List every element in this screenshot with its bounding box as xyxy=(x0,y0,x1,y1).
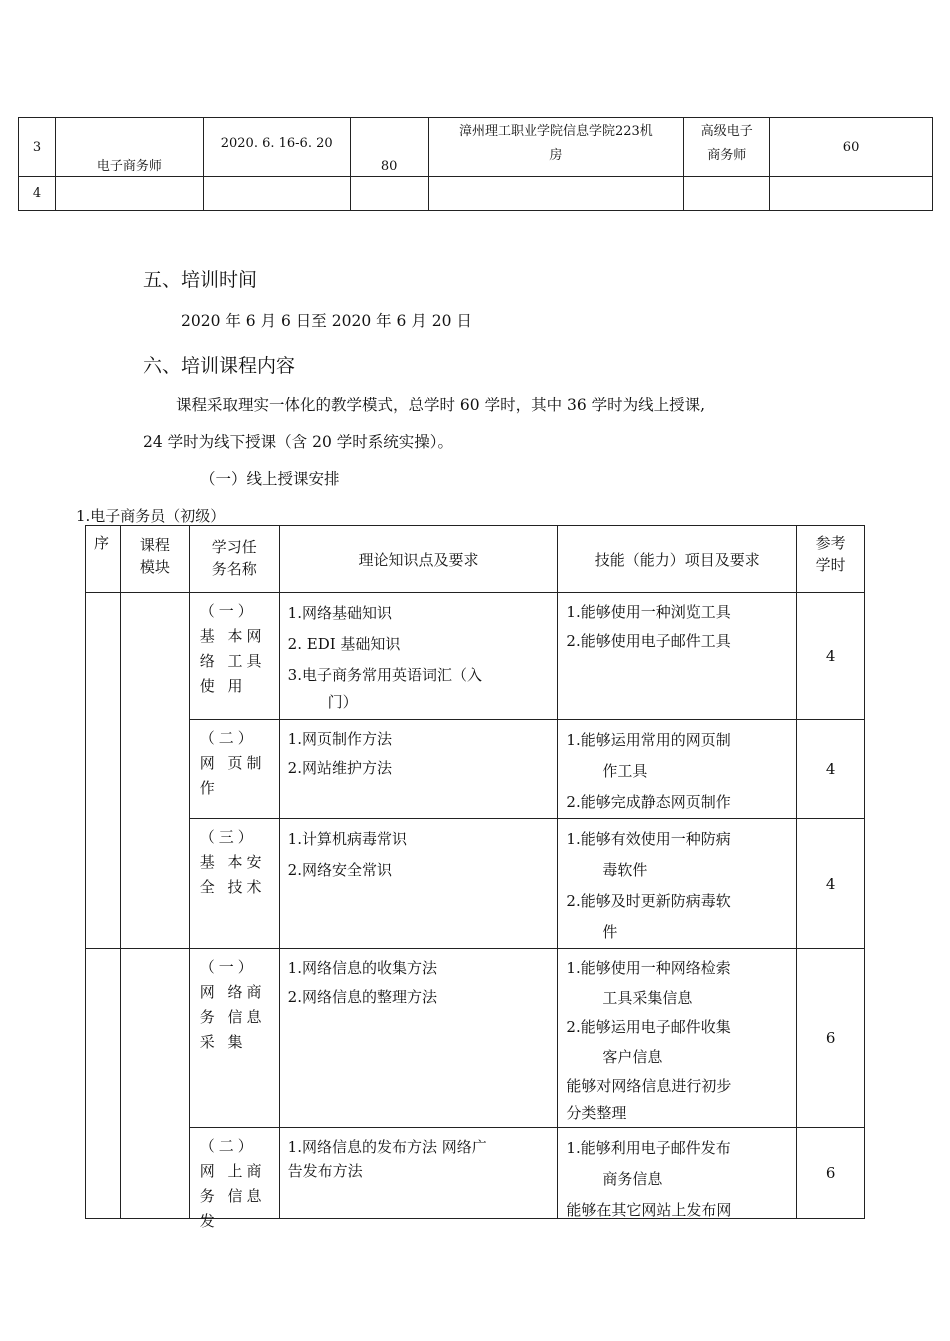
header-line: 学习任 xyxy=(211,538,257,556)
theory-cell xyxy=(279,949,558,1128)
skill-clip xyxy=(566,1133,788,1217)
task-name-line: 务 信息 xyxy=(199,1187,266,1205)
training-schedule-table xyxy=(18,117,933,211)
curriculum-table xyxy=(85,525,865,1230)
header-line: 课程 xyxy=(139,536,170,554)
place-line: 漳州理工职业学院信息学院223机 xyxy=(458,124,653,139)
header-module xyxy=(120,526,189,593)
theory-cell xyxy=(279,1128,558,1219)
skill-item: 能够对网络信息进行初步 xyxy=(566,1077,732,1095)
theory-item: 1.计算机病毒常识 xyxy=(287,830,407,848)
task-name-line: 作 xyxy=(199,779,219,797)
task-name-cell xyxy=(189,1128,279,1230)
skill-item: 商务信息 xyxy=(602,1170,663,1188)
hours-cell: 4 xyxy=(797,819,865,949)
skill-cell xyxy=(558,720,797,819)
seq-cell xyxy=(86,593,121,949)
training-date xyxy=(203,177,350,211)
training-hours xyxy=(770,177,933,211)
training-period-text: 2020 年 6 月 6 日至 2020 年 6 月 20 日 xyxy=(181,312,472,330)
hours-cell: 4 xyxy=(797,720,865,819)
table-row xyxy=(19,177,933,211)
row-number: 3 xyxy=(19,118,56,177)
table-row xyxy=(19,118,933,177)
training-level xyxy=(684,118,770,177)
skill-item: 1.能够利用电子邮件发布 xyxy=(566,1139,731,1157)
level-line: 高级电子 xyxy=(700,124,753,139)
skill-item: 件 xyxy=(602,923,618,941)
theory-cell xyxy=(279,819,558,949)
training-place xyxy=(428,118,684,177)
task-name-line: 发 xyxy=(199,1212,219,1230)
place-line: 房 xyxy=(549,148,563,163)
theory-item: 3.电子商务常用英语词汇（入 xyxy=(287,666,482,684)
header-line: 学时 xyxy=(815,556,846,574)
header-line: 务名称 xyxy=(211,560,257,578)
training-hours: 60 xyxy=(770,118,933,177)
table-row xyxy=(86,720,865,819)
module-cell xyxy=(120,593,189,949)
header-skill: 技能（能力）项目及要求 xyxy=(558,526,797,593)
task-name-line: 基 本安 xyxy=(199,853,266,871)
task-name-cell xyxy=(189,720,279,819)
task-name-line: 网 上商 xyxy=(199,1162,266,1180)
row-number: 4 xyxy=(19,177,56,211)
skill-item: 工具采集信息 xyxy=(602,988,693,1007)
training-place xyxy=(428,177,684,211)
header-line: 参考 xyxy=(815,534,846,552)
task-name-clip xyxy=(199,1134,271,1230)
task-name-line: 网 页制 xyxy=(199,754,266,772)
table-row xyxy=(86,593,865,720)
header-hours xyxy=(797,526,865,593)
theory-cell xyxy=(279,593,558,720)
skill-item: 能够在其它网站上发布网 xyxy=(566,1201,732,1219)
course-name: 电子商务师 xyxy=(55,118,203,177)
task-name-line: （一） xyxy=(199,602,257,620)
skill-cell xyxy=(558,593,797,720)
training-level xyxy=(684,177,770,211)
header-task-name xyxy=(189,526,279,593)
table-row xyxy=(86,1128,865,1219)
course-intro-line: 课程采取理实一体化的教学模式，总学时 60 学时，其中 36 学时为线上授课, xyxy=(176,396,706,414)
hours-cell: 6 xyxy=(797,949,865,1128)
seq-cell xyxy=(86,949,121,1219)
task-name-line: 使 用 xyxy=(199,677,247,695)
skill-item: 作工具 xyxy=(602,762,648,780)
skill-item: 1.能够有效使用一种防病 xyxy=(566,830,731,848)
task-name-line: （二） xyxy=(199,729,257,747)
training-date: 2020. 6. 16-6. 20 xyxy=(203,118,350,177)
section-heading-training-time: 五、培训时间 xyxy=(143,269,258,291)
theory-item: 1.网络信息的发布方法 网络广 xyxy=(287,1138,487,1156)
task-name-line: 基 本网 xyxy=(199,627,266,645)
theory-item: 1.网络信息的收集方法 xyxy=(287,959,437,977)
header-line: 模块 xyxy=(139,558,170,576)
hours-cell: 6 xyxy=(797,1128,865,1219)
header-theory: 理论知识点及要求 xyxy=(279,526,558,593)
task-name-line: 全 技术 xyxy=(199,878,266,896)
hours-cell: 4 xyxy=(797,593,865,720)
task-name-line: 网 络商 xyxy=(199,983,266,1001)
task-name-line: （二） xyxy=(199,1137,257,1155)
theory-item: 2.网站维护方法 xyxy=(287,759,392,777)
theory-item: 门） xyxy=(327,693,358,711)
level-line: 商务师 xyxy=(707,148,747,163)
task-name-cell xyxy=(189,593,279,720)
skill-item: 客户信息 xyxy=(602,1047,663,1066)
skill-item: 1.能够使用一种浏览工具 xyxy=(566,603,731,621)
skill-item: 2.能够使用电子邮件工具 xyxy=(566,632,731,650)
task-name-cell xyxy=(189,819,279,949)
task-name-line: 采 集 xyxy=(199,1033,247,1051)
task-name-line: （三） xyxy=(199,828,257,846)
theory-cell xyxy=(279,720,558,819)
table-row xyxy=(86,819,865,949)
skill-item: 毒软件 xyxy=(602,861,648,879)
task-name-cell xyxy=(189,949,279,1128)
theory-item: 1.网络基础知识 xyxy=(287,604,392,622)
module-cell xyxy=(120,949,189,1219)
table-header-row xyxy=(86,526,865,593)
theory-item: 2.网络安全常识 xyxy=(287,861,392,879)
theory-item: 2.网络信息的整理方法 xyxy=(287,988,437,1006)
table-row xyxy=(86,949,865,1128)
header-seq: 序 xyxy=(86,526,121,593)
subsection-online-arrangement: （一）线上授课安排 xyxy=(200,470,340,488)
trainee-count xyxy=(350,177,428,211)
skill-item: 分类整理 xyxy=(566,1103,627,1122)
theory-item: 告发布方法 xyxy=(287,1162,363,1180)
task-name-line: 络 工具 xyxy=(199,652,266,670)
skill-cell xyxy=(558,819,797,949)
skill-cell xyxy=(558,949,797,1128)
course-intro-line: 24 学时为线下授课（含 20 学时系统实操）。 xyxy=(143,433,453,451)
skill-item: 2.能够运用电子邮件收集 xyxy=(566,1018,731,1036)
skill-cell xyxy=(558,1128,797,1219)
trainee-count: 80 xyxy=(350,118,428,177)
skill-item: 2.能够完成静态网页制作 xyxy=(566,793,731,811)
course-list-title: 1.电子商务员（初级） xyxy=(76,507,226,525)
skill-item: 1.能够使用一种网络检索 xyxy=(566,959,731,977)
theory-item: 2. EDI 基础知识 xyxy=(287,635,401,653)
section-heading-course-content: 六、培训课程内容 xyxy=(143,355,296,377)
task-name-line: （一） xyxy=(199,958,257,976)
skill-item: 2.能够及时更新防病毒软 xyxy=(566,892,731,910)
course-name xyxy=(55,177,203,211)
skill-item: 1.能够运用常用的网页制 xyxy=(566,731,731,749)
theory-item: 1.网页制作方法 xyxy=(287,730,392,748)
task-name-line: 务 信息 xyxy=(199,1008,266,1026)
